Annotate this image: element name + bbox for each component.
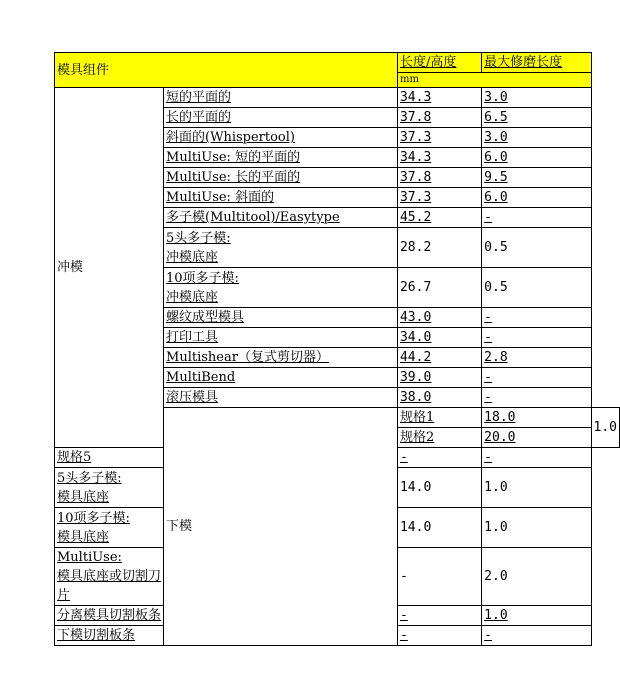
length-cell: - [397, 606, 481, 626]
table-row [55, 88, 620, 108]
length-cell: 18.0 [482, 408, 591, 428]
grind-cell: 3.0 [482, 88, 591, 108]
length-cell: 20.0 [482, 428, 591, 448]
grind-cell: 1.0 [482, 508, 591, 548]
unit-cell: mm [397, 73, 591, 88]
component-line-2: 模具底座 [57, 529, 110, 545]
grind-cell: - [482, 308, 591, 328]
component-line-1: MultiUse: [57, 550, 122, 565]
component-line-2: 冲模底座 [166, 289, 219, 305]
length-cell: 43.0 [397, 308, 481, 328]
header-max-grind: 最大修磨长度 [482, 53, 591, 73]
component-line-1: 5头多子模: [57, 470, 122, 486]
length-cell: 44.2 [397, 348, 481, 368]
grind-cell: 0.5 [482, 268, 591, 308]
grind-cell: 2.0 [482, 548, 591, 606]
length-cell: 38.0 [397, 388, 481, 408]
grind-cell-merged: 1.0 [591, 408, 619, 448]
component-line-1: 10项多子模: [166, 270, 239, 286]
length-cell: - [397, 448, 481, 468]
length-cell: 45.2 [397, 208, 481, 228]
length-cell: 34.3 [397, 148, 481, 168]
grind-cell: - [482, 448, 591, 468]
component-cell: 分离模具切割板条 [55, 606, 164, 626]
length-cell: 28.2 [397, 228, 481, 268]
component-cell: 斜面的(Whispertool) [164, 128, 398, 148]
grind-cell: - [482, 328, 591, 348]
component-cell [55, 468, 164, 508]
component-cell: 螺纹成型模具 [164, 308, 398, 328]
component-cell: MultiUse: 长的平面的 [164, 168, 398, 188]
grind-cell: - [482, 208, 591, 228]
grind-cell: 6.5 [482, 108, 591, 128]
tool-length-table [54, 52, 620, 646]
component-cell: 长的平面的 [164, 108, 398, 128]
grind-cell: 1.0 [482, 468, 591, 508]
component-line-1: 5头多子模: [166, 230, 231, 246]
component-cell: 规格1 [397, 408, 481, 428]
length-cell: - [397, 626, 481, 646]
component-cell: 规格5 [55, 448, 164, 468]
length-cell: 37.8 [397, 168, 481, 188]
component-line-2: 冲模底座 [166, 249, 219, 265]
component-line-2: 模具底座或切割刀片 [57, 569, 162, 603]
component-line-1: 10项多子模: [57, 510, 130, 526]
grind-cell: 1.0 [482, 606, 591, 626]
length-cell: 39.0 [397, 368, 481, 388]
grind-cell: 6.0 [482, 188, 591, 208]
component-cell: Multishear（复式剪切器） [164, 348, 398, 368]
component-cell: 多子模(Multitool)/Easytype [164, 208, 398, 228]
component-cell: 下模切割板条 [55, 626, 164, 646]
component-cell: 滚压模具 [164, 388, 398, 408]
length-cell: 34.0 [397, 328, 481, 348]
component-cell: 打印工具 [164, 328, 398, 348]
length-cell: 34.3 [397, 88, 481, 108]
grind-cell: - [482, 626, 591, 646]
length-cell: 26.7 [397, 268, 481, 308]
length-cell: 14.0 [397, 508, 481, 548]
length-cell: - [397, 548, 481, 606]
grind-cell: 6.0 [482, 148, 591, 168]
component-cell: 规格2 [397, 428, 481, 448]
length-cell: 37.3 [397, 188, 481, 208]
grind-cell: 2.8 [482, 348, 591, 368]
grind-cell: - [482, 368, 591, 388]
header-component: 模具组件 [55, 53, 398, 88]
component-line-2: 模具底座 [57, 489, 110, 505]
length-cell: 37.8 [397, 108, 481, 128]
component-cell [164, 228, 398, 268]
length-cell: 37.3 [397, 128, 481, 148]
length-cell: 14.0 [397, 468, 481, 508]
header-row [55, 53, 620, 73]
group-label-punch: 冲模 [55, 88, 164, 448]
grind-cell: - [482, 388, 591, 408]
group-label-die: 下模 [164, 408, 398, 646]
header-length: 长度/高度 [397, 53, 481, 73]
component-cell [55, 548, 164, 606]
grind-cell: 0.5 [482, 228, 591, 268]
component-cell: MultiUse: 斜面的 [164, 188, 398, 208]
component-cell: MultiBend [164, 368, 398, 388]
grind-cell: 3.0 [482, 128, 591, 148]
component-cell [55, 508, 164, 548]
grind-cell: 9.5 [482, 168, 591, 188]
component-cell [164, 268, 398, 308]
component-cell: MultiUse: 短的平面的 [164, 148, 398, 168]
component-cell: 短的平面的 [164, 88, 398, 108]
